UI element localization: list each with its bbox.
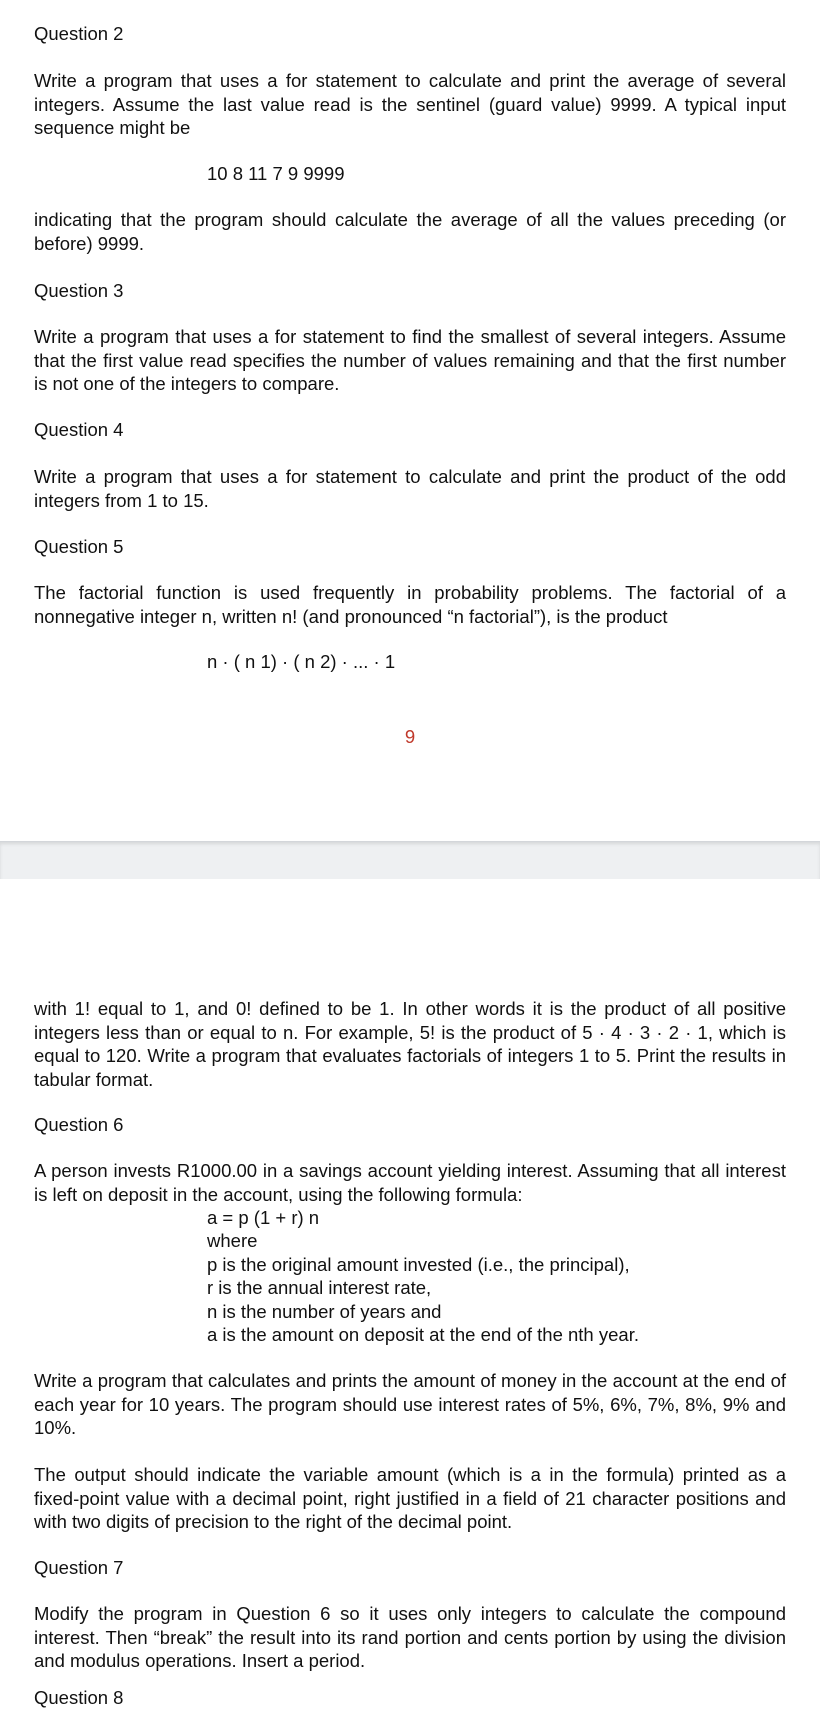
- question-8-heading: Question 8: [34, 1687, 124, 1708]
- question-2-heading: Question 2: [34, 23, 124, 44]
- question-6-formula-line: r is the annual interest rate,: [207, 1277, 432, 1298]
- question-4-heading: Question 4: [34, 419, 124, 440]
- question-4-text: Write a program that uses a for statement to calculate and print the product of the odd integers from 1 to 15.: [34, 466, 786, 511]
- question-6-text-2: Write a program that calculates and prints the amount of money in the account at the end of each year for 10 years. The program should use interest rates of 5%, 6%, 7%, 8%, 9% and 10%.: [34, 1370, 786, 1438]
- question-6-formula-line: n is the number of years and: [207, 1301, 442, 1322]
- question-7-heading: Question 7: [34, 1557, 124, 1578]
- question-6-formula-line: a = p (1 + r) n: [207, 1207, 320, 1228]
- question-5-heading: Question 5: [34, 536, 124, 557]
- page-number: 9: [404, 726, 416, 747]
- question-6-formula-line: where: [207, 1230, 258, 1251]
- question-6-text: A person invests R1000.00 in a savings account yielding interest. Assuming that all interest is left on deposit in the account, using the following formula:: [34, 1160, 786, 1205]
- question-2-text: Write a program that uses a for statement to calculate and print the average of several integers. Assume the last value read is the sentinel (guard value) 9999. A typical input sequence might be: [34, 70, 786, 138]
- question-6-formula-line: p is the original amount invested (i.e., the principal),: [207, 1254, 630, 1275]
- question-5-text: The factorial function is used frequently in probability problems. The factorial of a nonnegative integer n, written n! (and pronounced “n factorial”), is the product: [34, 582, 786, 627]
- question-8-heading-clipped: [34, 1687, 234, 1708]
- question-5-factorial-formula: n · ( n 1) · ( n 2) · ... · 1: [207, 651, 396, 672]
- question-3-heading: Question 3: [34, 280, 124, 301]
- question-2-followup: indicating that the program should calculate the average of all the values preceding (or before) 9999.: [34, 209, 786, 254]
- question-5-continued-text: with 1! equal to 1, and 0! defined to be 1. In other words it is the product of all positive integers less than or equal to n. For example, 5! is the product of 5 · 4 · 3 · 2 · 1, which is equal to 120. Write a program that evaluates factorials of integers 1 to 5. Print the results in tabular format.: [34, 998, 786, 1090]
- question-6-text-3: The output should indicate the variable amount (which is a in the formula) printed as a fixed-point value with a decimal point, right justified in a field of 21 character positions and with two digits of precision to the right of the decimal point.: [34, 1464, 786, 1532]
- question-6-formula-line: a is the amount on deposit at the end of the nth year.: [207, 1324, 639, 1345]
- question-7-text: Modify the program in Question 6 so it uses only integers to calculate the compound interest. Then “break” the result into its rand portion and cents portion by using the division and modulus operations. Insert a period.: [34, 1603, 786, 1671]
- page-gap: [0, 841, 820, 880]
- document-page-1: [0, 0, 820, 841]
- document-page-2: [0, 879, 820, 1705]
- question-2-example-input: 10 8 11 7 9 9999: [207, 163, 345, 184]
- question-3-text: Write a program that uses a for statement to find the smallest of several integers. Assume that the first value read specifies the number of values remaining and that the first number is not one of the integers to compare.: [34, 326, 786, 394]
- question-6-heading: Question 6: [34, 1114, 124, 1135]
